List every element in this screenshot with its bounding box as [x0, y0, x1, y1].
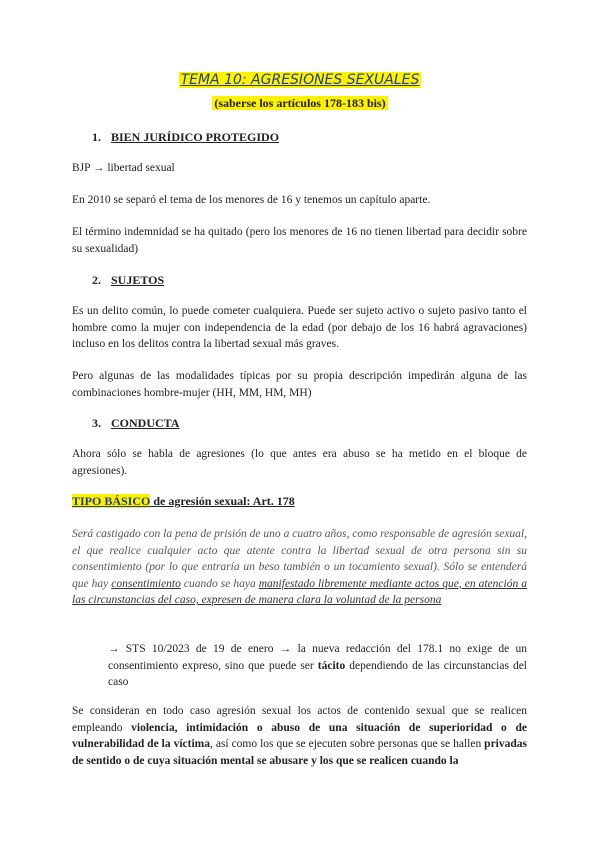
- quote-art-178: Será castigado con la pena de prisión de uno a cuatro años, como responsable de agresión sexual, el que realice cualquier acto que atente contra la libertad sexual de otra persona sin su consentimiento (por lo que entraría un beso también o un tocamiento sexual). Sólo se entenderá que hay consentimiento cuando se haya manifestado libremente mediante actos que, en atención a las circunstancias del caso, expresen de manera clara la voluntad de la persona: [72, 528, 527, 606]
- paragraph-indemnidad: El término indemnidad se ha quitado (pero los menores de 16 no tienen libertad para decidir sobre su sexualidad): [72, 226, 527, 255]
- document-title: TEMA 10: AGRESIONES SEXUALES: [180, 72, 420, 88]
- paragraph-conducta: Ahora sólo se habla de agresiones (lo que antes era abuso se ha metido en el bloque de agresiones).: [72, 448, 527, 477]
- subheading-tipo-basico: TIPO BÁSICO de agresión sexual: Art. 178: [72, 494, 295, 508]
- paragraph-bjp: BJP → libertad sexual: [72, 162, 175, 174]
- section-heading-2: 2. SUJETOS: [92, 273, 165, 287]
- paragraph-2010: En 2010 se separó el tema de los menores de 16 y tenemos un capítulo aparte.: [72, 194, 431, 206]
- paragraph-agresion-casos: Se consideran en todo caso agresión sexual los actos de contenido sexual que se realicen empleando violencia, intimidación o abuso de una situación de superioridad o de vulnerabilidad de la víctima, así como los que se ejecuten sobre personas que se hallen privadas de sentido o de cuya situación mental se abusare y los que se realicen cuando la: [72, 705, 528, 767]
- paragraph-sts: → STS 10/2023 de 19 de enero → la nueva redacción del 178.1 no exige de un consentimiento expreso, sino que puede ser tácito dependiendo de las circunstancias del caso: [108, 643, 528, 688]
- document-subtitle: (saberse los artículos 178-183 bis): [214, 96, 386, 110]
- section-heading-1: 1. BIEN JURÍDICO PROTEGIDO: [92, 130, 280, 144]
- section-heading-3: 3. CONDUCTA: [92, 416, 180, 430]
- paragraph-sujetos-2: Pero algunas de las modalidades típicas por su propia descripción impedirán alguna de las combinaciones hombre-mujer (HH, MM, HM, MH): [72, 370, 527, 399]
- paragraph-sujetos-1: Es un delito común, lo puede cometer cualquiera. Puede ser sujeto activo o sujeto pasivo tanto el hombre como la mujer con independencia de la edad (por debajo de los 16 habrá agravaciones) incluso en los delitos contra la libertad sexual más graves.: [72, 305, 527, 350]
